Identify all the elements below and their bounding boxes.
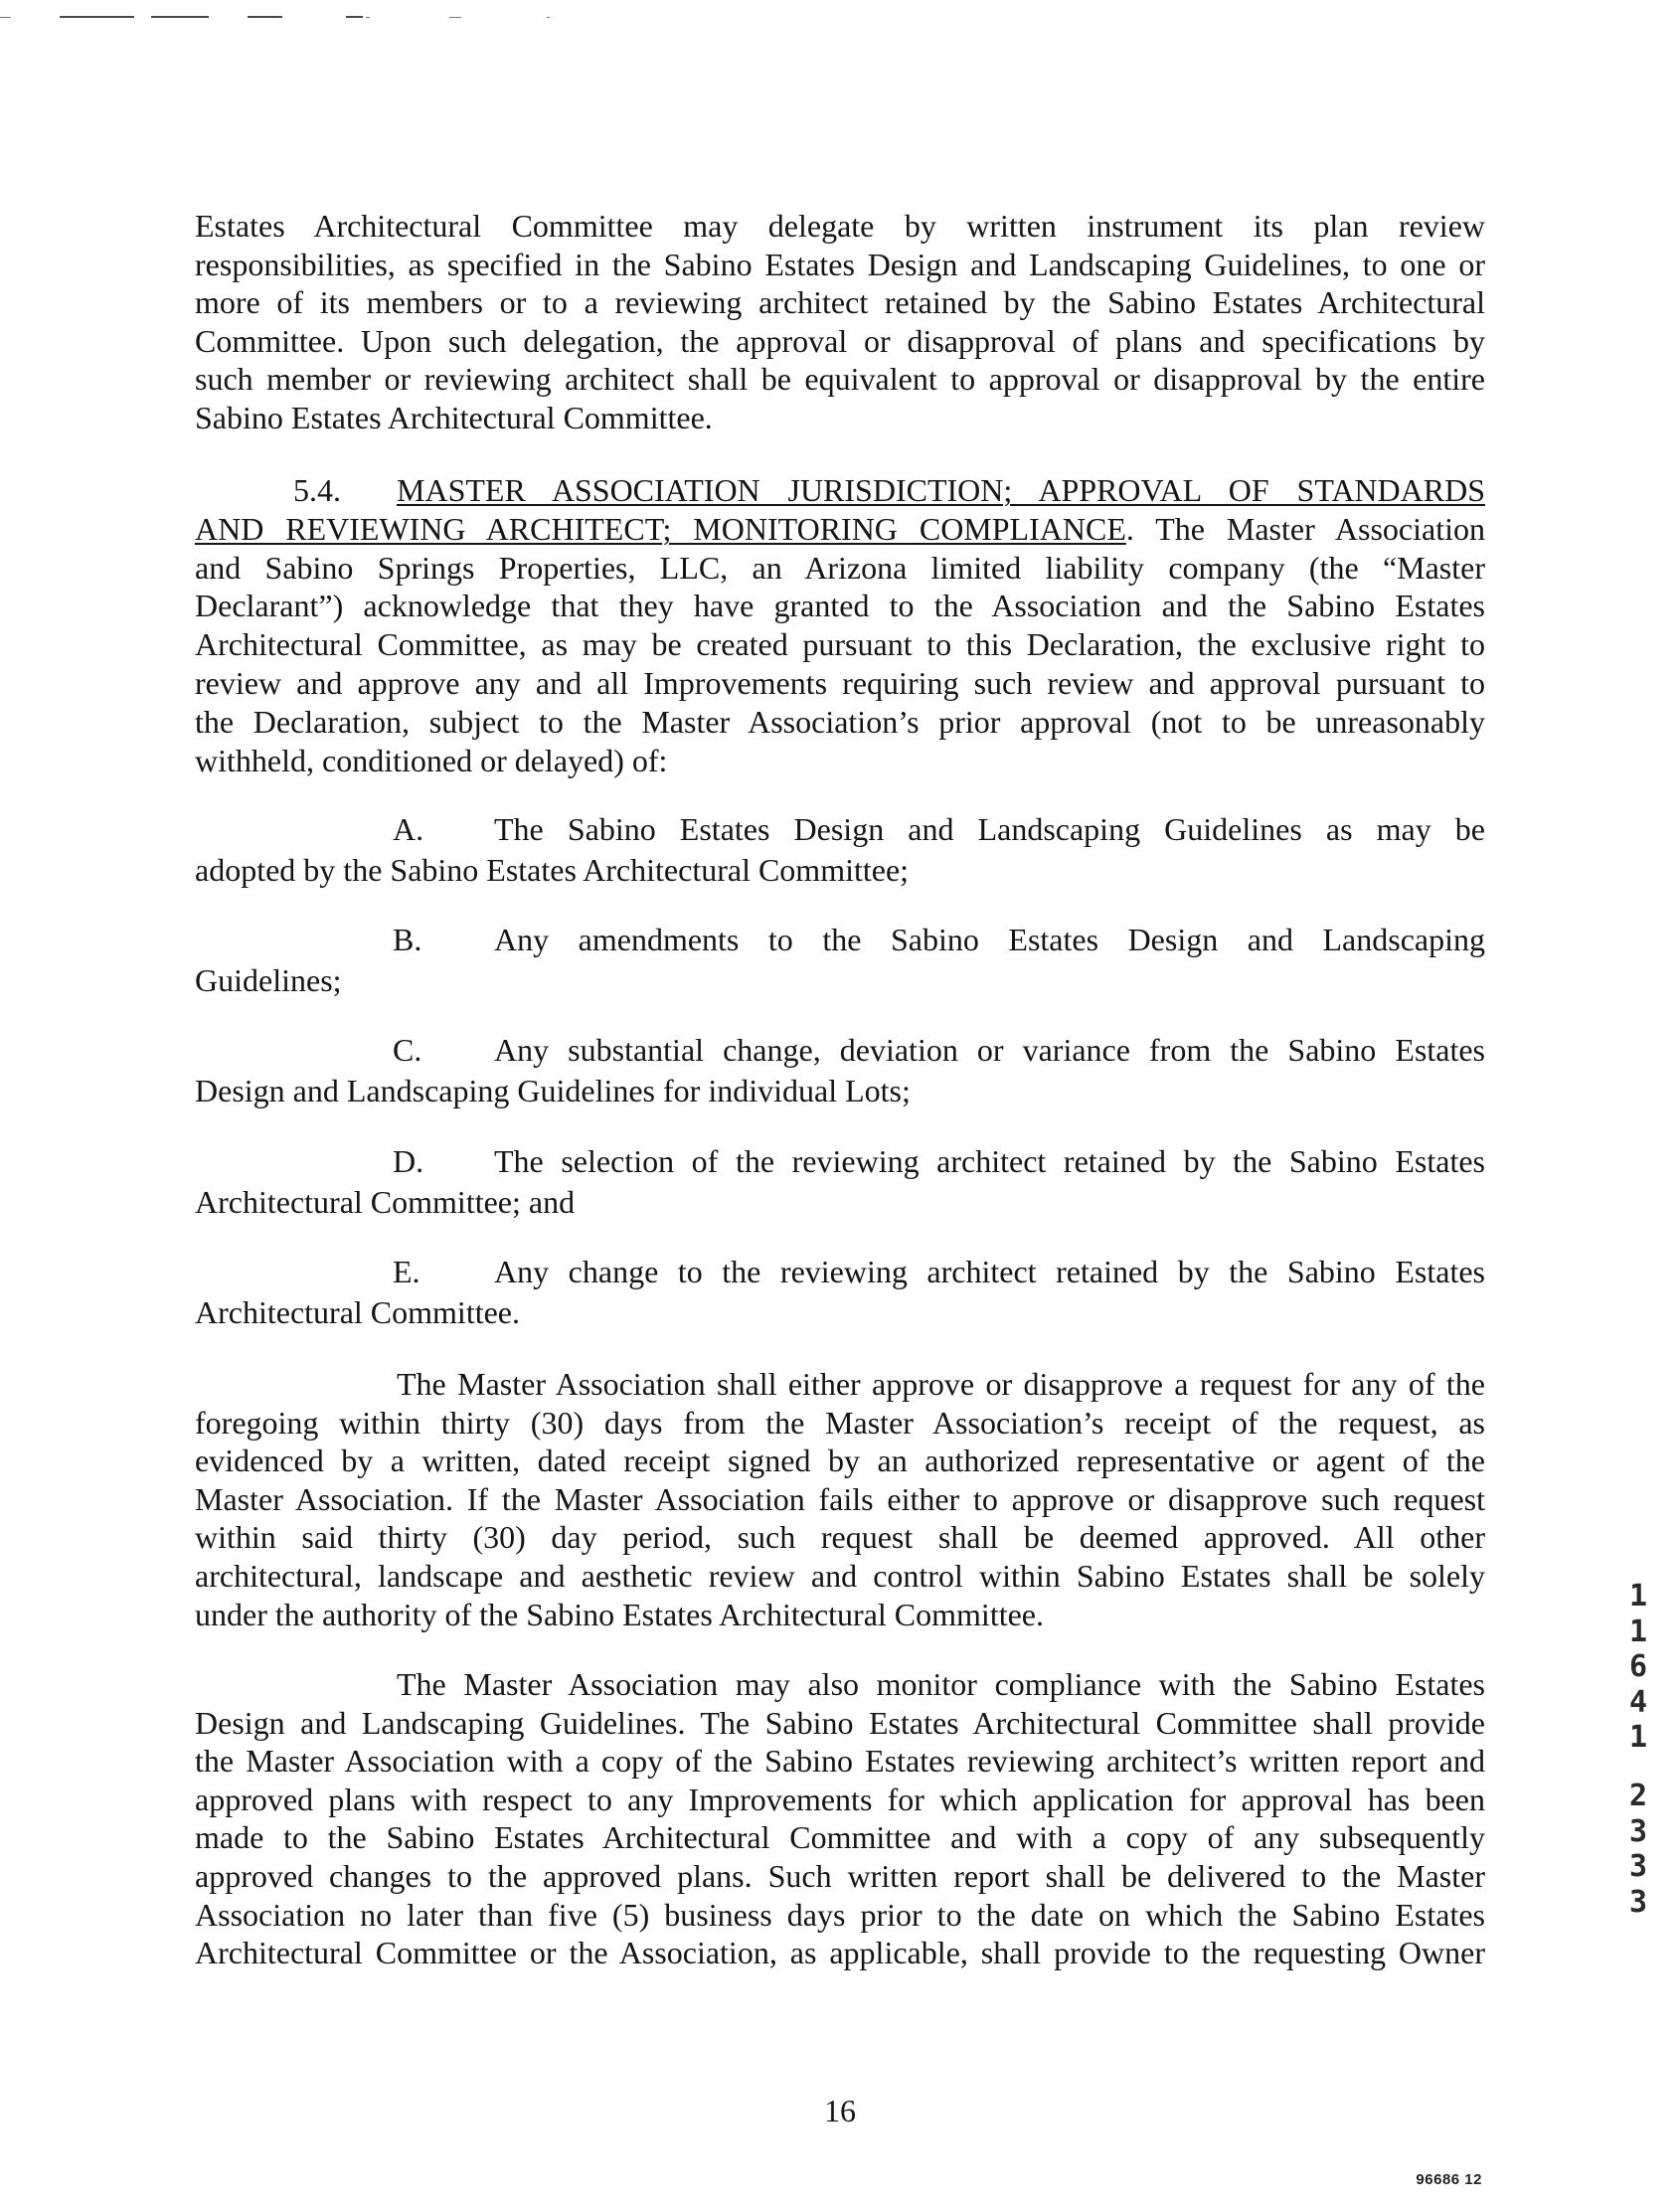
list-item-letter: A.: [393, 811, 424, 847]
scan-artifact-dash: [248, 16, 282, 18]
scan-artifact-dash: [366, 17, 370, 18]
list-item-c: [195, 1030, 1485, 1111]
list-item-letter: B.: [393, 922, 422, 957]
list-item-continuation: Architectural Committee.: [195, 1294, 520, 1330]
scan-artifact-dash: [547, 17, 550, 18]
section-heading-line: [195, 471, 1485, 510]
list-item-a: [195, 809, 1485, 891]
paragraph-line: Architectural Committee, as may be created pursuant to this Declaration, the exclusive right to: [195, 626, 1485, 663]
paragraph-line: Design and Landscaping Guidelines. The Sabino Estates Architectural Committee shall provide: [195, 1704, 1485, 1741]
scan-artifact-dash: [346, 16, 363, 18]
paragraph-line: The Master Association shall either approve or disapprove a request for any of the: [397, 1366, 1485, 1402]
paragraph-line: review and approve any and all Improvements requiring such review and approval pursuant to: [195, 664, 1485, 701]
list-item-continuation: Architectural Committee; and: [195, 1184, 576, 1220]
list-item-first-line: [195, 1030, 1485, 1071]
list-item-e: [195, 1252, 1485, 1333]
approval-paragraph: [195, 1365, 1485, 1633]
list-item-first-line: [195, 1141, 1485, 1182]
list-item-letter: D.: [393, 1143, 424, 1179]
continuation-paragraph: [195, 207, 1485, 437]
list-item-first-line: [195, 1252, 1485, 1292]
paragraph-line: withheld, conditioned or delayed) of:: [195, 742, 668, 778]
scan-artifact-marks: [0, 0, 1680, 40]
paragraph-line: and Sabino Springs Properties, LLC, an Arizona limited liability company (the “Master: [195, 549, 1485, 586]
list-item-letter: C.: [393, 1032, 422, 1068]
paragraph-line: The Master Association may also monitor compliance with the Sabino Estates: [397, 1666, 1485, 1702]
paragraph-line: Estates Architectural Committee may delegate by written instrument its plan review: [195, 208, 1485, 244]
paragraph-line: evidenced by a written, dated receipt signed by an authorized representative or agent of the: [195, 1443, 1485, 1479]
paragraph-line: Sabino Estates Architectural Committee.: [195, 399, 713, 435]
section-heading-part-1: MASTER ASSOCIATION JURISDICTION; APPROVAL OF STANDARDS: [397, 472, 1485, 508]
list-item-continuation: adopted by the Sabino Estates Architectural Committee;: [195, 852, 910, 888]
paragraph-line: responsibilities, as specified in the Sabino Estates Design and Landscaping Guidelines, to one or: [195, 246, 1485, 282]
section-number: 5.4.: [293, 472, 341, 508]
list-item-letter: E.: [393, 1254, 420, 1289]
section-5-4-paragraph: [195, 471, 1485, 779]
scan-artifact-dash: [0, 17, 11, 18]
section-body-start: . The Master Association: [1125, 510, 1486, 547]
paragraph-line: more of its members or to a reviewing architect retained by the Sabino Estates Architectural: [195, 284, 1485, 321]
paragraph-line: Architectural Committee or the Association, as applicable, shall provide to the requesting Owner: [195, 1935, 1485, 1971]
paragraph-line: made to the Sabino Estates Architectural Committee and with a copy of any subsequently: [195, 1819, 1485, 1856]
paragraph-line: Association no later than five (5) business days prior to the date on which the Sabino Estates: [195, 1896, 1485, 1933]
list-item-text: The Sabino Estates Design and Landscaping Guidelines as may be: [494, 811, 1485, 847]
paragraph-line: architectural, landscape and aesthetic review and control within Sabino Estates shall be solely: [195, 1557, 1485, 1594]
paragraph-line: under the authority of the Sabino Estates Architectural Committee.: [195, 1596, 1044, 1632]
list-item-text: Any amendments to the Sabino Estates Design and Landscaping: [494, 922, 1485, 957]
section-heading-part-2: AND REVIEWING ARCHITECT; MONITORING COMPLIANCE: [195, 510, 1126, 547]
document-code: 96686 12: [1416, 2171, 1482, 2188]
paragraph-line: the Declaration, subject to the Master Association’s prior approval (not to be unreasonably: [195, 703, 1485, 740]
paragraph-line: Master Association. If the Master Association fails either to approve or disapprove such request: [195, 1480, 1485, 1517]
scan-artifact-dash: [151, 16, 209, 18]
section-heading-line: [195, 510, 1485, 549]
page-number: 16: [824, 2093, 856, 2128]
list-item-text: Any substantial change, deviation or variance from the Sabino Estates: [494, 1032, 1485, 1068]
paragraph-line: Declarant”) acknowledge that they have granted to the Association and the Sabino Estates: [195, 588, 1485, 624]
list-item-continuation: Design and Landscaping Guidelines for individual Lots;: [195, 1073, 911, 1108]
paragraph-line: approved changes to the approved plans. Such written report shall be delivered to the Master: [195, 1857, 1485, 1894]
recording-page-stamp: 2333: [1628, 1779, 1648, 1920]
list-item-b: [195, 920, 1485, 1001]
list-item-first-line: [195, 920, 1485, 960]
recording-docket-stamp: 11641: [1628, 1579, 1648, 1756]
monitoring-paragraph: [195, 1665, 1485, 1972]
list-item-text: Any change to the reviewing architect retained by the Sabino Estates: [494, 1254, 1485, 1289]
paragraph-line: within said thirty (30) day period, such request shall be deemed approved. All other: [195, 1519, 1485, 1556]
list-item-continuation: Guidelines;: [195, 962, 342, 998]
paragraph-line: Committee. Upon such delegation, the approval or disapproval of plans and specifications by: [195, 322, 1485, 359]
scan-artifact-dash: [449, 17, 461, 18]
list-item-d: [195, 1141, 1485, 1223]
scan-artifact-dash: [60, 16, 134, 18]
paragraph-line: foregoing within thirty (30) days from the Master Association’s receipt of the request, as: [195, 1404, 1485, 1441]
list-item-text: The selection of the reviewing architect retained by the Sabino Estates: [494, 1143, 1485, 1179]
paragraph-line: approved plans with respect to any Improvements for which application for approval has been: [195, 1781, 1485, 1817]
paragraph-line: such member or reviewing architect shall be equivalent to approval or disapproval by the entire: [195, 361, 1485, 398]
list-item-first-line: [195, 809, 1485, 850]
paragraph-line: the Master Association with a copy of the Sabino Estates reviewing architect’s written report and: [195, 1743, 1485, 1780]
